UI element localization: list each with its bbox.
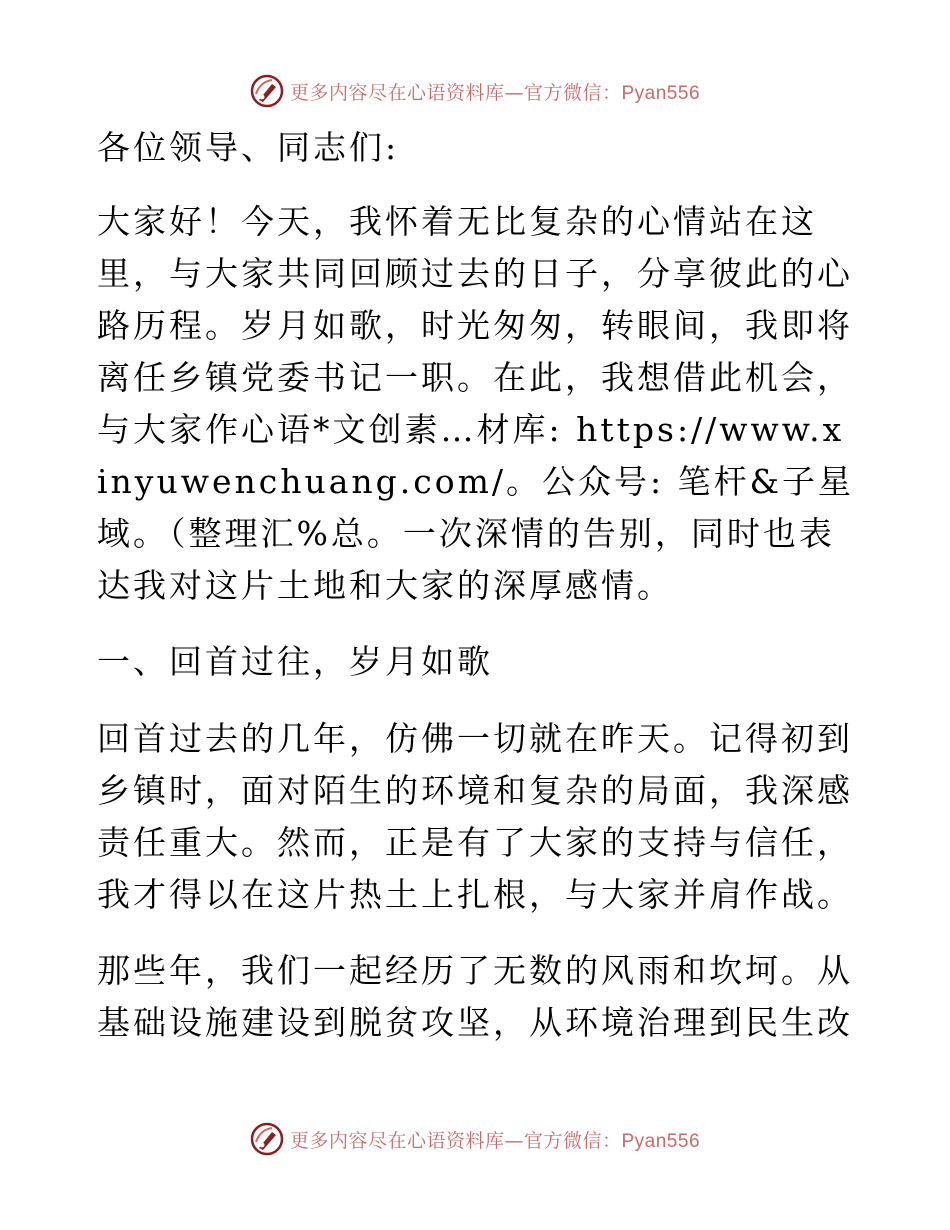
document-body <box>97 122 857 1049</box>
header-promo <box>290 78 700 105</box>
paragraph-opening: 大家好！今天，我怀着无比复杂的心情站在这里，与大家共同回顾过去的日子，分享彼此的心路历程。岁月如歌，时光匆匆，转眼间，我即将离任乡镇党委书记一职。在此，我想借此机会，与大家作心语*文创素…材库: https://www.xinyuwenchuang.com/。公众号: 笔杆&子星域。（整理汇%总。一次深情的告别，同时也表达我对这片土地和大家的深厚感情。 <box>97 202 855 605</box>
footer-promo <box>290 1126 700 1153</box>
paragraph-hardships: 那些年，我们一起经历了无数的风雨和坎坷。从基础设施建设到脱贫攻坚，从环境治理到民生改 <box>97 951 853 1042</box>
footer-contact-handle: Pyan556 <box>621 1130 701 1152</box>
footer-banner <box>0 1119 950 1159</box>
paragraph-recollection: 回首过去的几年，仿佛一切就在昨天。记得初到乡镇时，面对陌生的环境和复杂的局面，我深感责任重大。然而，正是有了大家的支持与信任，我才得以在这片热土上扎根，与大家并肩作战。 <box>97 719 853 914</box>
header-banner <box>0 71 950 111</box>
header-contact-label: 官方微信： <box>523 81 622 104</box>
greeting: 各位领导、同志们: <box>97 128 400 167</box>
section-heading: 一、回首过往，岁月如歌 <box>97 642 493 681</box>
pen-nib-logo-icon <box>250 74 284 108</box>
footer-contact-label: 官方微信： <box>523 1129 622 1152</box>
footer-separator: — <box>504 1129 524 1152</box>
header-contact-handle: Pyan556 <box>621 82 701 104</box>
pen-nib-logo-icon <box>250 1122 284 1156</box>
header-separator: — <box>504 81 524 104</box>
header-promo-text: 更多内容尽在心语资料库 <box>289 81 505 104</box>
footer-promo-text: 更多内容尽在心语资料库 <box>289 1129 505 1152</box>
